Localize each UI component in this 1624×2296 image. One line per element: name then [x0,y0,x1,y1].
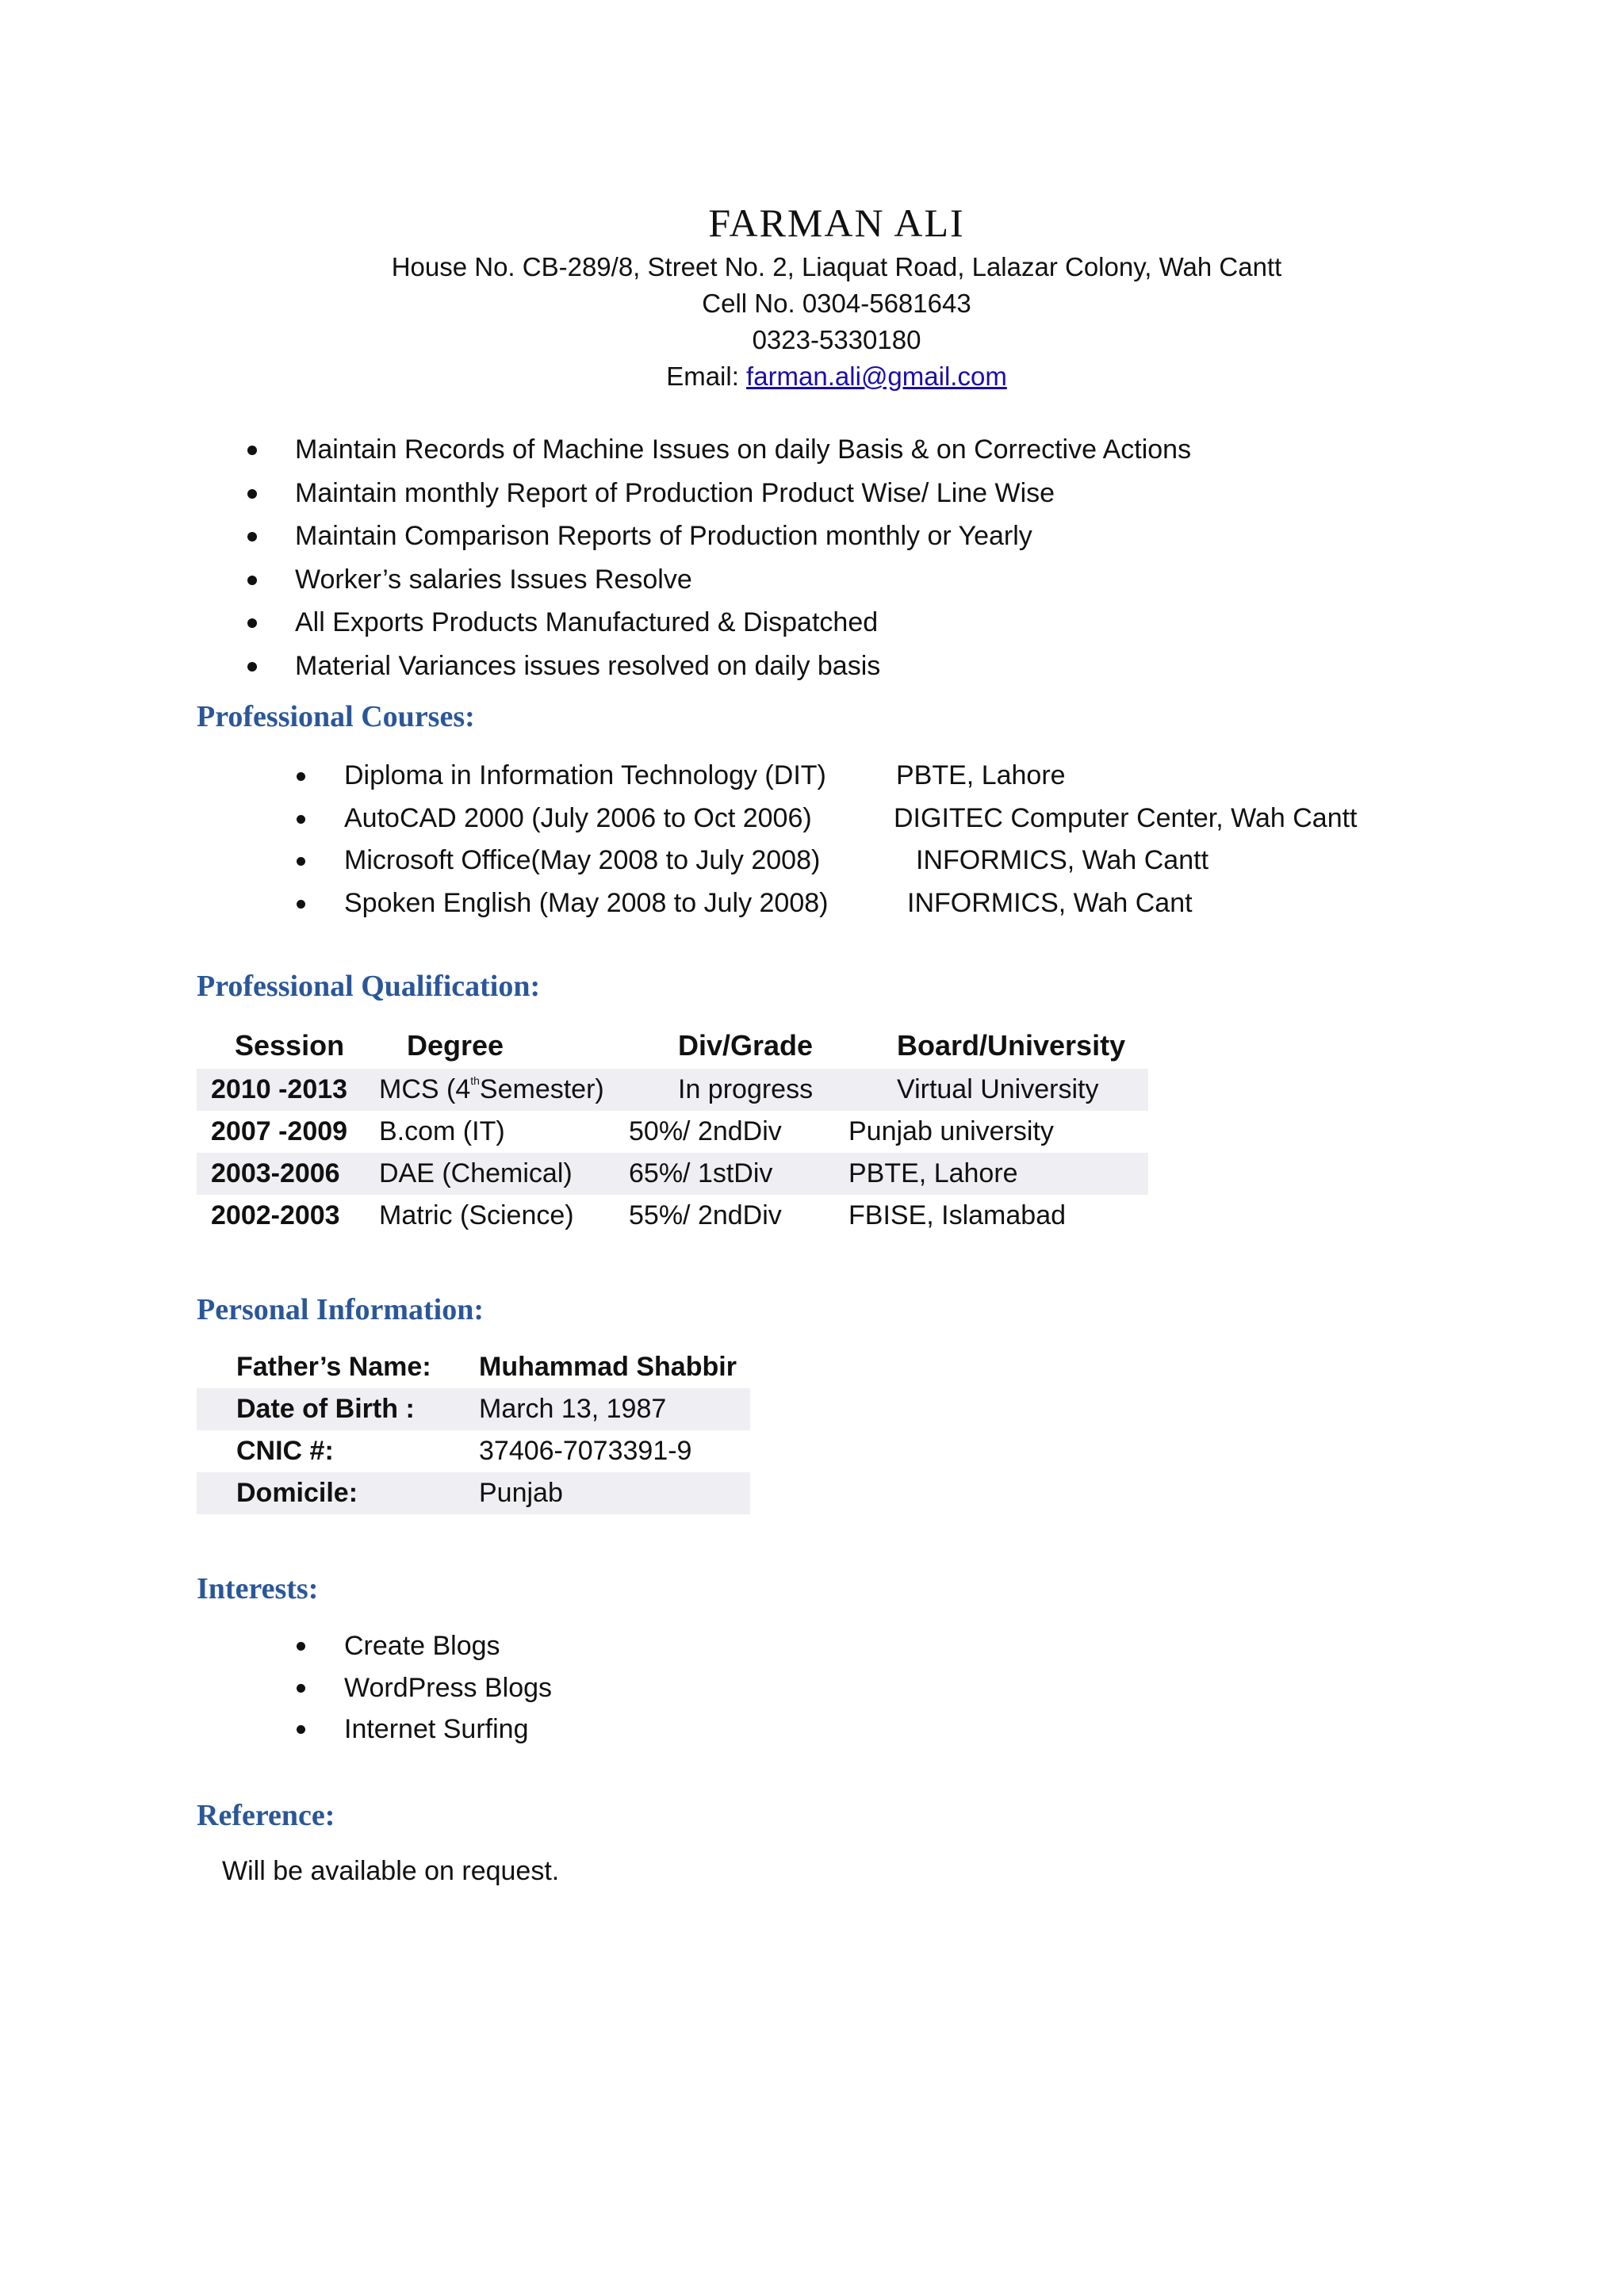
personal-info-table [197,1346,750,1514]
personal-value: Punjab [479,1478,563,1508]
personal-label: Date of Birth : [236,1394,415,1424]
cell-number: Cell No. 0304-5681643 [702,289,971,318]
course-institute: INFORMICS, Wah Cantt [916,845,1209,875]
table-row [197,1111,1148,1153]
qualification-table [197,1023,1148,1237]
interests-list [295,1625,552,1751]
board-cell: FBISE, Islamabad [848,1200,1067,1230]
personal-row [197,1346,750,1388]
board-cell: PBTE, Lahore [848,1158,1018,1188]
interest-item: Internet Surfing [295,1709,552,1751]
interest-item: Create Blogs [295,1625,552,1667]
degree-cell: MCS (4thSemester) [379,1074,604,1104]
interest-item: WordPress Blogs [295,1667,552,1709]
board-cell: Punjab university [848,1116,1054,1146]
header-grade: Div/Grade [678,1029,814,1062]
duty-item: Material Variances issues resolved on daily basis [246,645,1191,688]
course-institute: INFORMICS, Wah Cant [907,887,1193,918]
address-line: House No. CB-289/8, Street No. 2, Liaquat Road, Lalazar Colony, Wah Cantt [391,252,1282,281]
duties-list [246,428,1191,687]
course-name: Diploma in Information Technology (DIT) [344,760,826,790]
personal-row [197,1472,750,1514]
session-cell: 2007 -2009 [211,1116,348,1146]
grade-cell: In progress [678,1074,814,1104]
course-institute: DIGITEC Computer Center, Wah Cantt [894,802,1358,833]
table-row [197,1069,1148,1111]
duty-item: Worker’s salaries Issues Resolve [246,558,1191,602]
grade-cell: 65%/ 1stDiv [629,1158,773,1188]
table-row [197,1153,1148,1195]
interests-heading: Interests: [197,1572,319,1605]
duty-item: All Exports Products Manufactured & Dispatched [246,601,1191,645]
duty-item: Maintain monthly Report of Production Product Wise/ Line Wise [246,472,1191,515]
degree-cell: Matric (Science) [379,1200,574,1230]
personal-heading: Personal Information: [197,1293,485,1326]
grade-cell: 55%/ 2ndDiv [629,1200,782,1230]
header-degree: Degree [407,1029,504,1062]
session-cell: 2003-2006 [211,1158,340,1188]
resume-header [0,197,1624,395]
personal-label: CNIC #: [236,1436,334,1466]
reference-heading: Reference: [197,1799,335,1832]
courses-heading: Professional Courses: [197,700,475,733]
duty-item: Maintain Comparison Reports of Production monthly or Yearly [246,515,1191,558]
degree-cell: B.com (IT) [379,1116,505,1146]
session-cell: 2002-2003 [211,1200,340,1230]
board-cell: Virtual University [897,1074,1099,1104]
header-session: Session [235,1029,345,1062]
email-label: Email: [666,362,747,391]
cell-number-alt: 0323-5330180 [752,325,921,354]
personal-label: Domicile: [236,1478,358,1508]
course-institute: PBTE, Lahore [896,760,1066,790]
session-cell: 2010 -2013 [211,1074,348,1104]
grade-cell: 50%/ 2ndDiv [629,1116,782,1146]
personal-value: Muhammad Shabbir [479,1352,737,1382]
reference-text: Will be available on request. [222,1856,560,1886]
personal-value: March 13, 1987 [479,1394,667,1424]
email-line [0,358,1624,395]
course-name: Spoken English (May 2008 to July 2008) [344,887,829,918]
course-name: AutoCAD 2000 (July 2006 to Oct 2006) [344,802,812,833]
personal-label: Father’s Name: [236,1352,431,1382]
candidate-name: FARMAN ALI [708,201,965,245]
header-board: Board/University [897,1029,1126,1062]
email-link[interactable]: farman.ali@gmail.com [746,362,1007,391]
course-name: Microsoft Office(May 2008 to July 2008) [344,845,821,875]
table-header-row [197,1023,1148,1069]
duty-item: Maintain Records of Machine Issues on daily Basis & on Corrective Actions [246,428,1191,472]
personal-value: 37406-7073391-9 [479,1436,692,1466]
table-row [197,1195,1148,1237]
personal-row [197,1430,750,1472]
qualification-heading: Professional Qualification: [197,970,541,1003]
degree-cell: DAE (Chemical) [379,1158,573,1188]
personal-row [197,1388,750,1430]
